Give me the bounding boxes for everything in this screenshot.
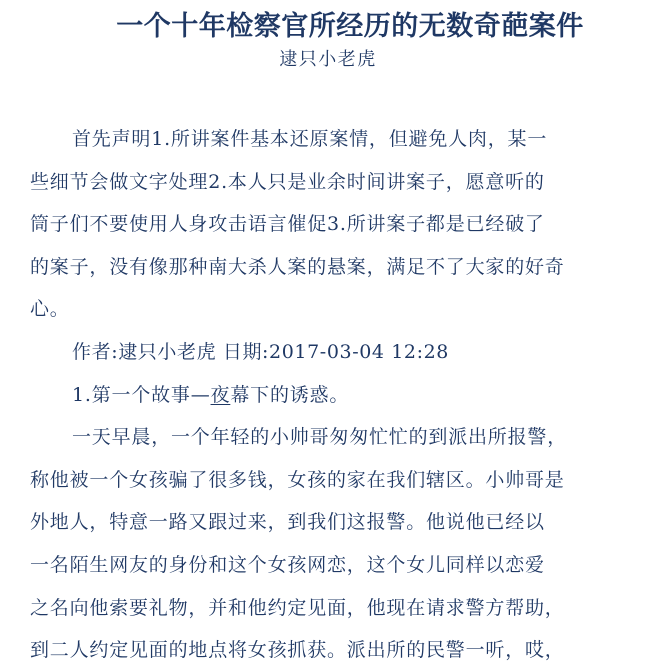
document-author: 逮只小老虎 xyxy=(279,49,377,70)
story-heading-suffix: 幕下的诱惑。 xyxy=(230,383,350,406)
story-heading xyxy=(30,374,612,417)
paragraph-line: 些细节会做文字处理2.本人只是业余时间讲案子，愿意听的 xyxy=(30,170,545,193)
document-body xyxy=(30,118,612,672)
paragraph-line: 一名陌生网友的身份和这个女孩网恋，这个女儿同样以恋爱 xyxy=(30,553,545,576)
paragraph-line: 筒子们不要使用人身攻击语言催促3.所讲案子都是已经破了 xyxy=(30,213,545,236)
paragraph-line: 一天早晨，一个年轻的小帅哥匆匆忙忙的到派出所报警， xyxy=(72,426,568,449)
author-date-line: 作者:逮只小老虎 日期:2017-03-04 12:28 xyxy=(72,340,449,363)
paragraph-line: 首先声明1.所讲案件基本还原案情，但避免人肉，某一 xyxy=(72,128,548,150)
paragraph-line: 外地人，特意一路又跟过来，到我们这报警。他说他已经以 xyxy=(30,511,545,534)
story-heading-prefix: 1.第一个故事— xyxy=(72,383,211,406)
paragraph-line: 称他被一个女孩骗了很多钱，女孩的家在我们辖区。小帅哥是 xyxy=(30,468,565,491)
paragraph-line: 心。 xyxy=(30,298,70,321)
document-title: 一个十年检察官所经历的无数奇葩案件 xyxy=(116,11,584,42)
story-heading-underlined: 夜 xyxy=(210,383,231,406)
paragraph-line: 的案子，没有像那种南大杀人案的悬案，满足不了大家的好奇 xyxy=(30,255,565,278)
paragraph-line: 之名向他索要礼物，并和他约定见面，他现在请求警方帮助， xyxy=(30,596,565,619)
paragraph-line: 到二人约定见面的地点将女孩抓获。派出所的民警一听，哎， xyxy=(30,639,565,662)
